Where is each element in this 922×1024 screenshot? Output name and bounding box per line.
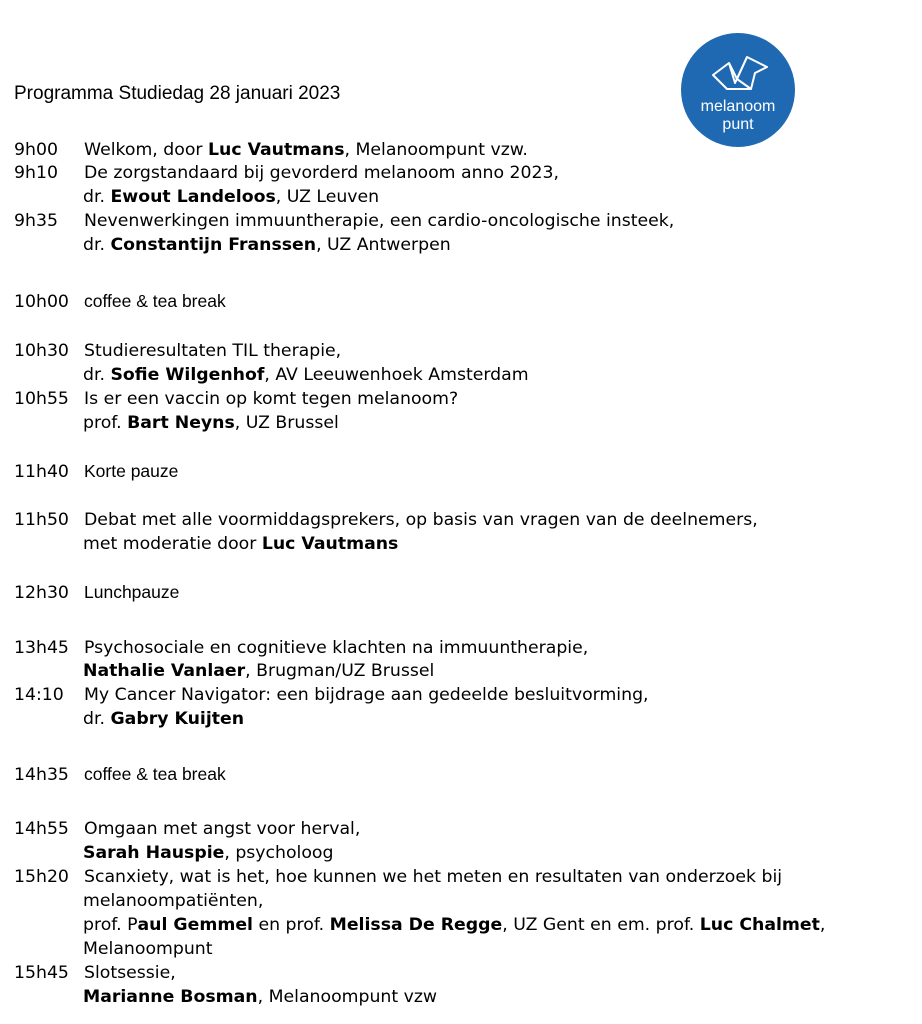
speaker-affiliation: , UZ Leuven: [275, 187, 380, 207]
speaker-name: Luc Chalmet: [699, 915, 820, 935]
item-time: 13h45: [14, 638, 69, 658]
program-item-1545: [14, 961, 176, 985]
program-item-0935: [14, 209, 674, 233]
speaker-line: [83, 985, 437, 1009]
speaker-name: Marianne Bosman: [83, 987, 258, 1007]
item-time: 12h30: [14, 583, 69, 603]
speaker-affiliation: , Melanoompunt vzw: [257, 987, 438, 1007]
program-item-1150: [14, 508, 758, 532]
item-time: 10h00: [14, 292, 69, 312]
item-title: Debat met alle voormiddagsprekers, op basis van vragen van de deelnemers,: [84, 510, 758, 530]
speaker-line: [83, 363, 529, 387]
speaker-line: [83, 233, 451, 257]
program-item-1140: [14, 459, 178, 484]
item-title: Lunchpauze: [84, 582, 180, 602]
speaker-prefix: dr.: [83, 235, 111, 255]
item-time: 11h50: [14, 510, 69, 530]
speaker-name: aul Gemmel: [137, 915, 253, 935]
speaker-name: Nathalie Vanlaer: [83, 661, 246, 681]
speaker-name: Sofie Wilgenhof: [110, 365, 265, 385]
item-title: Studieresultaten TIL therapie,: [84, 341, 342, 361]
speaker-name: Sarah Hauspie: [83, 843, 225, 863]
item-time: 15h20: [14, 867, 69, 887]
speaker-prefix: prof. P: [83, 915, 138, 935]
program-item-1410: [14, 683, 649, 707]
speaker-line: [83, 913, 825, 937]
speaker-line: [83, 411, 339, 435]
program-item-1455: [14, 817, 360, 841]
item-time: 9h10: [14, 163, 58, 183]
document-title: Programma Studiedag 28 januari 2023: [14, 83, 341, 104]
speaker-affiliation: , Brugman/UZ Brussel: [245, 661, 435, 681]
melanoompunt-logo: [681, 33, 795, 147]
speaker-affiliation: , AV Leeuwenhoek Amsterdam: [264, 365, 529, 385]
speaker-affiliation: , psycholoog: [224, 843, 334, 863]
program-item-1055: [14, 387, 458, 411]
speaker-affiliation: , UZ Brussel: [234, 413, 339, 433]
program-item-0910: [14, 161, 559, 185]
speaker-prefix: prof.: [83, 413, 128, 433]
speaker-affiliation: , UZ Gent en em. prof.: [502, 915, 700, 935]
logo-text-melanoom: melanoom: [700, 98, 776, 115]
item-title-continued: melanoompatiënten,: [83, 891, 264, 911]
item-time: 10h30: [14, 341, 69, 361]
item-title: Nevenwerkingen immuuntherapie, een cardio-oncologische insteek,: [84, 211, 675, 231]
item-time: 9h35: [14, 211, 58, 231]
speaker-line: [83, 185, 379, 209]
speaker-prefix: dr.: [83, 365, 111, 385]
item-text: Welkom, door: [84, 140, 209, 160]
item-title: De zorgstandaard bij gevorderd melanoom anno 2023,: [84, 163, 560, 183]
item-title: Scanxiety, wat is het, hoe kunnen we het meten en resultaten van onderzoek bij: [84, 867, 783, 887]
program-item-1030: [14, 339, 341, 363]
program-item-1345: [14, 636, 588, 660]
speaker-prefix: dr.: [83, 187, 111, 207]
program-item-1230: [14, 580, 179, 605]
speaker-line: [83, 707, 244, 731]
item-title: coffee & tea break: [84, 764, 226, 784]
speaker-connector: en prof.: [252, 915, 330, 935]
speaker-line: [83, 841, 333, 865]
speaker-affiliation-line: Melanoompunt: [83, 939, 213, 959]
item-title: Korte pauze: [84, 461, 179, 481]
item-title: Psychosociale en cognitieve klachten na immuuntherapie,: [84, 638, 589, 658]
speaker-prefix: met moderatie door: [83, 534, 262, 554]
speaker-name: Constantijn Franssen: [110, 235, 317, 255]
item-title: Slotsessie,: [84, 963, 176, 983]
program-item-1520: [14, 865, 782, 889]
program-item-1435: [14, 762, 226, 787]
item-title: coffee & tea break: [84, 291, 226, 311]
item-time: 15h45: [14, 963, 69, 983]
speaker-name: Melissa De Regge: [329, 915, 503, 935]
program-item-0900: [14, 138, 528, 162]
item-text-end: , Melanoompunt vzw.: [344, 140, 528, 160]
speaker-line: [83, 532, 398, 556]
speaker-name: Bart Neyns: [127, 413, 235, 433]
speaker-name: Ewout Landeloos: [110, 187, 276, 207]
item-time: 11h40: [14, 462, 69, 482]
speaker-name: Luc Vautmans: [261, 534, 399, 554]
item-title: Omgaan met angst voor herval,: [84, 819, 361, 839]
punctuation: ,: [819, 915, 826, 935]
item-time: 14h35: [14, 765, 69, 785]
item-title: My Cancer Navigator: een bijdrage aan gedeelde besluitvorming,: [84, 685, 649, 705]
item-time: 10h55: [14, 389, 69, 409]
item-title: Is er een vaccin op komt tegen melanoom?: [84, 389, 459, 409]
logo-text-punt: punt: [722, 116, 754, 133]
speaker-name: Luc Vautmans: [208, 140, 345, 160]
speaker-name: Gabry Kuijten: [110, 709, 245, 729]
speaker-prefix: dr.: [83, 709, 111, 729]
item-time: 9h00: [14, 140, 58, 160]
program-item-1000: [14, 289, 226, 314]
speaker-line: [83, 659, 434, 683]
speaker-affiliation: , UZ Antwerpen: [316, 235, 451, 255]
item-time: 14:10: [14, 685, 64, 705]
item-time: 14h55: [14, 819, 69, 839]
